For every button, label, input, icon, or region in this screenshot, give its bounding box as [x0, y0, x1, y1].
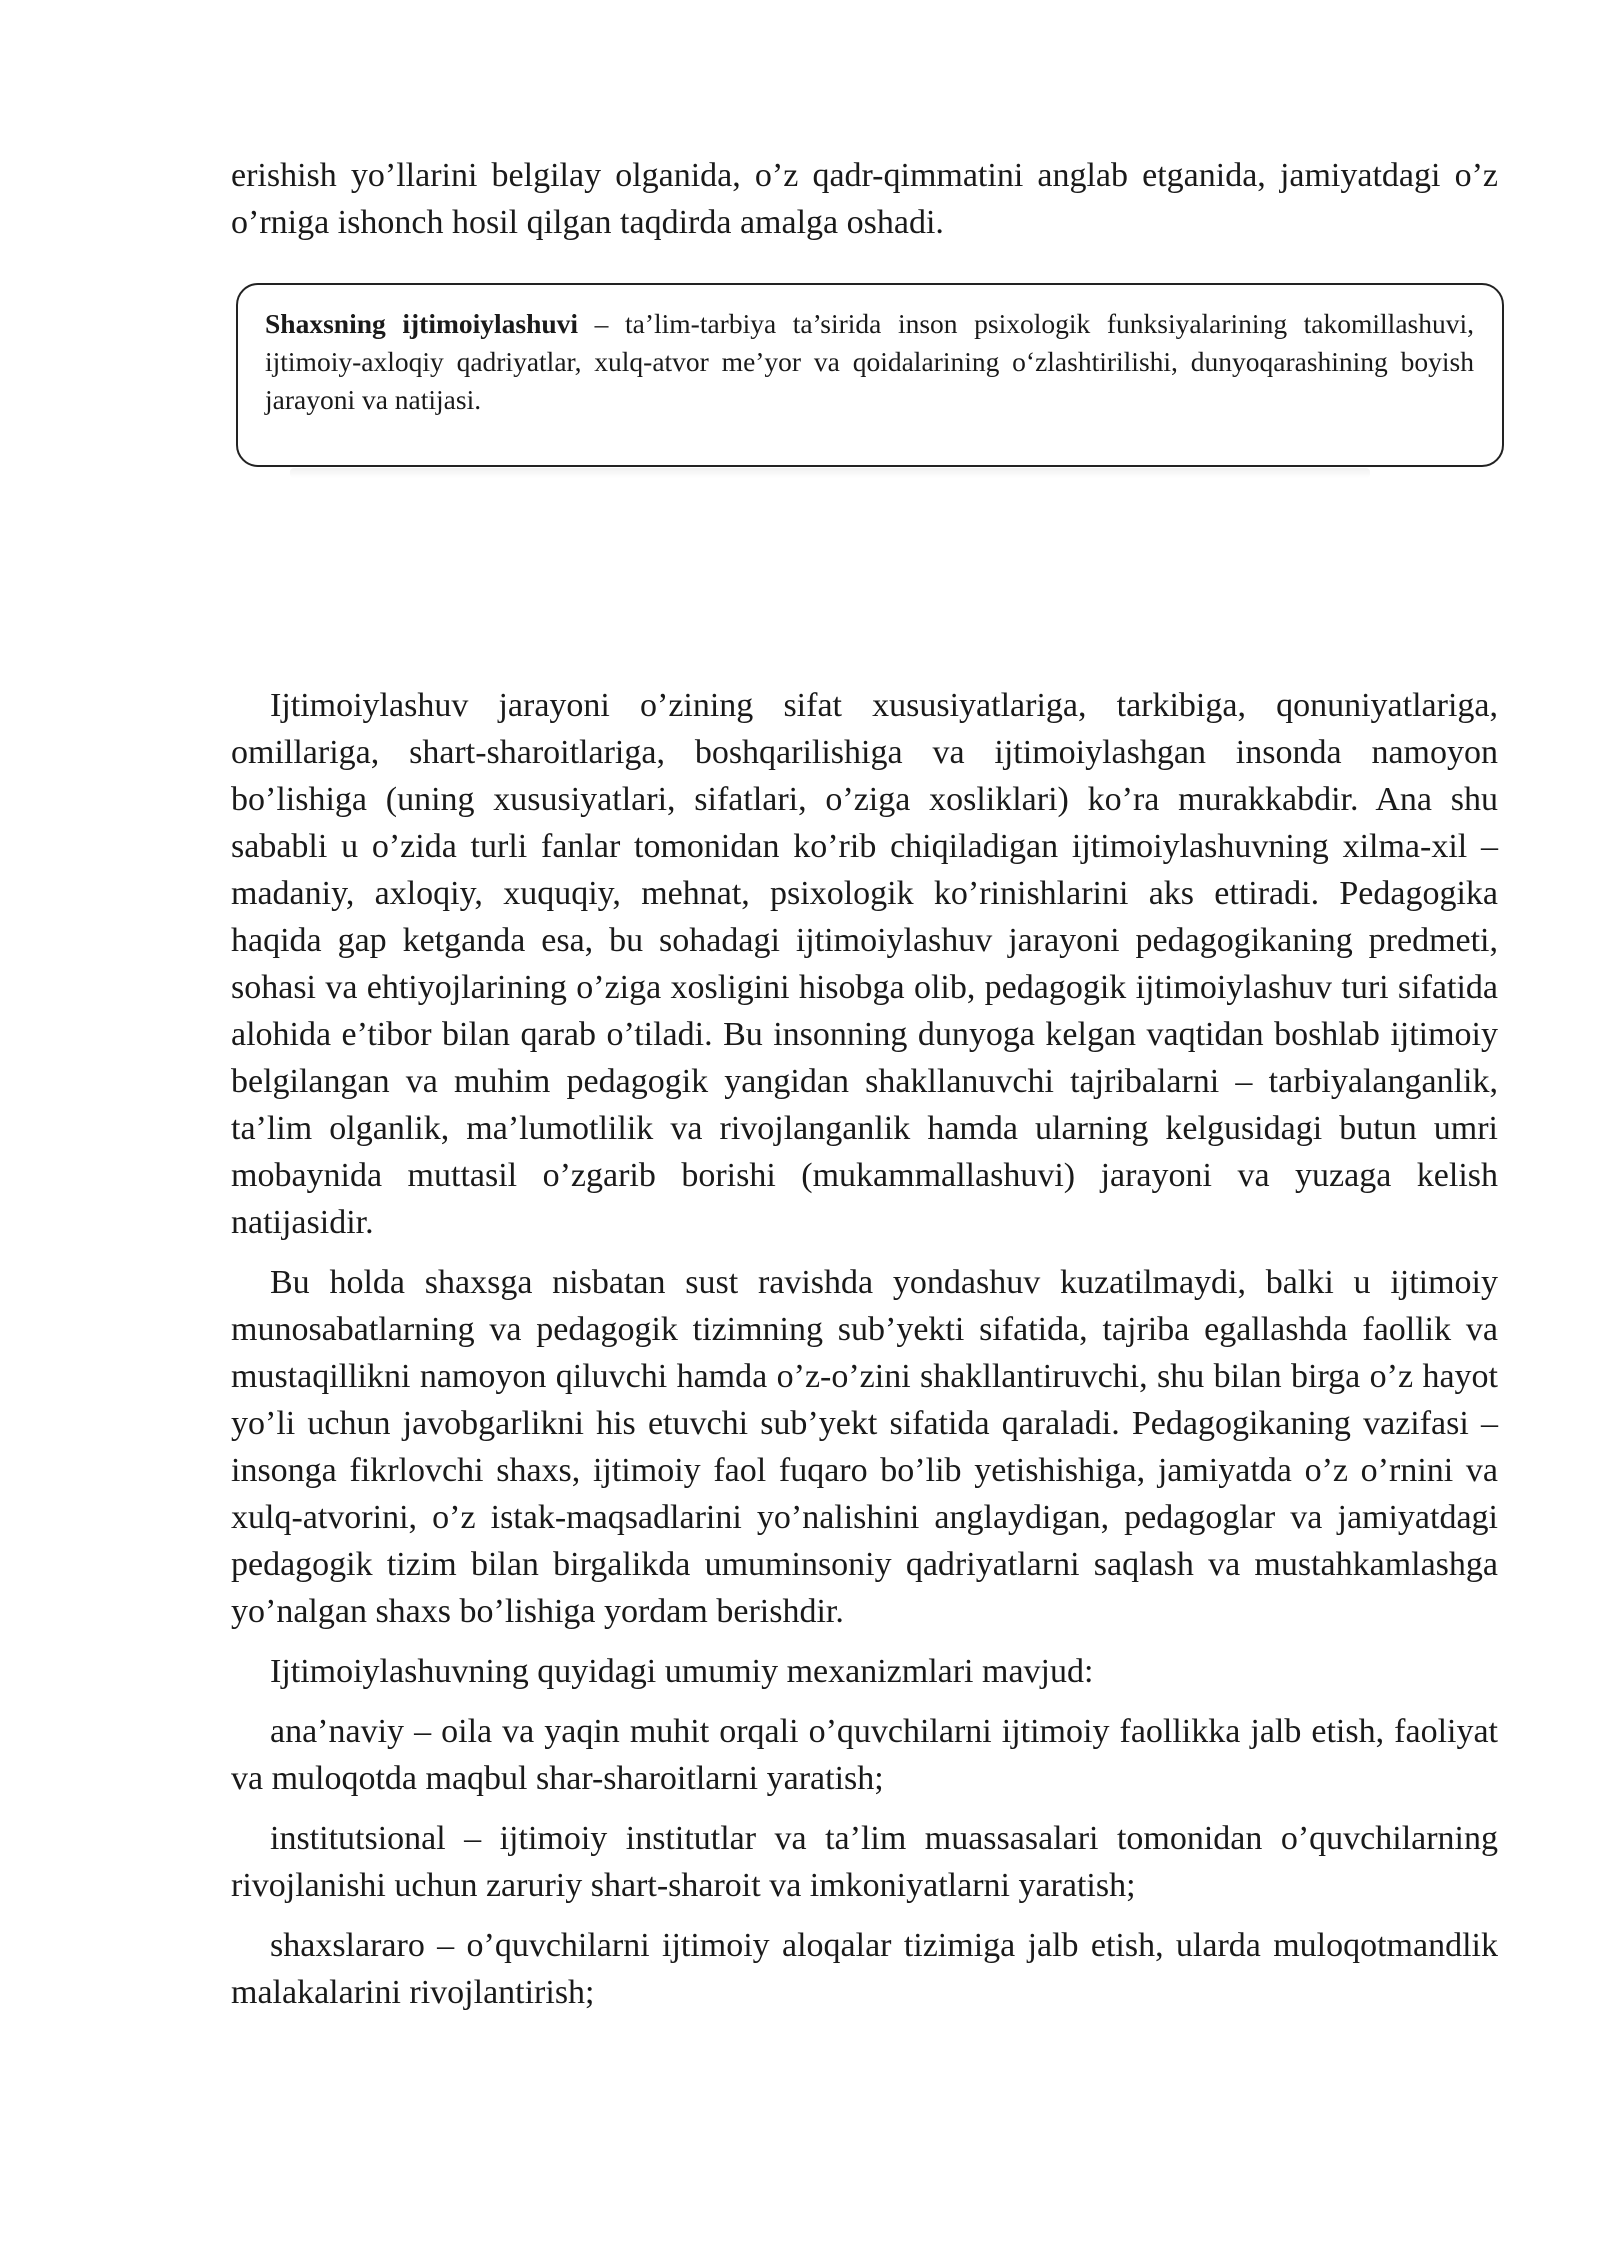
paragraph-mechanism-institutional: institutsional – ijtimoiy institutlar va ta’lim muassasalari tomonidan o’quvchilarning rivojlanishi uchun zaruriy shart-sharoit va imkoniyatlarni yaratish; [231, 1820, 1498, 1904]
definition-text [265, 305, 1474, 419]
paragraph-mechanisms-intro: Ijtimoiylashuvning quyidagi umumiy mexanizmlari mavjud: [270, 1653, 1094, 1690]
paragraph-mechanism-interpersonal: shaxslararo – o’quvchilarni ijtimoiy aloqalar tizimiga jalb etish, ularda muloqotmandlik malakalarini rivojlantirish; [231, 1927, 1498, 2011]
box-shadow [290, 468, 1370, 478]
definition-box [236, 283, 1504, 467]
paragraph-mechanism-traditional: ana’naviy – oila va yaqin muhit orqali o’quvchilarni ijtimoiy faollikka jalb etish, faoliyat va muloqotda maqbul shar-sharoitlarni yaratish; [231, 1713, 1498, 1797]
paragraph-socialization-process: Ijtimoiylashuv jarayoni o’zining sifat xususiyatlariga, tarkibiga, qonuniyatlariga, omillariga, shart-sharoitlariga, boshqarilishiga va ijtimoiylashgan insonda namoyon bo’lishiga (uning xususiyatlari, sifatlari, o’ziga xosliklari) ko’ra murakkabdir. Ana shu sababli u o’zida turli fanlar tomonidan ko’rib chiqiladigan ijtimoiylashuvning xilma-xil – madaniy, axloqiy, xuquqiy, mehnat, psixologik ko’rinishlarini aks ettiradi. Pedagogika haqida gap ketganda esa, bu sohadagi ijtimoiylashuv jarayoni pedagogikaning predmeti, sohasi va ehtiyojlarining o’ziga xosligini hisobga olib, pedagogik ijtimoiylashuv turi sifatida alohida e’tibor bilan qarab o’tiladi. Bu insonning dunyoga kelgan vaqtidan boshlab ijtimoiy belgilangan va muhim pedagogik yangidan shakllanuvchi tajribalarni – tarbiyalanganlik, ta’lim olganlik, ma’lumotlilik va rivojlanganlik hamda ularning kelgusidagi butun umri mobaynida muttasil o’zgarib borishi (mukammallashuvi) jarayoni va yuzaga kelish natijasidir. [231, 687, 1498, 1241]
definition-body: – ta’lim-tarbiya ta’sirida inson psixologik funksiyalarining takomillashuvi, ijtimoiy-axloqiy qadriyatlar, xulq-atvor me’yor va qoidalarining o‘zlashtirilishi, dunyoqarashining boyish jarayoni va natijasi. [265, 308, 1474, 415]
paragraph-pedagogy-task: Bu holda shaxsga nisbatan sust ravishda yondashuv kuzatilmaydi, balki u ijtimoiy munosabatlarning va pedagogik tizimning sub’yekti sifatida, tajriba egallashda faollik va mustaqillikni namoyon qiluvchi hamda o’z-o’zini shakllantiruvchi, shu bilan birga o’z hayot yo’li uchun javobgarlikni his etuvchi sub’yekt sifatida qaraladi. Pedagogikaning vazifasi – insonga fikrlovchi shaxs, ijtimoiy faol fuqaro bo’lib yetishishiga, jamiyatda o’z o’rnini va xulq-atvorini, o’z istak-maqsadlarini yo’nalishini anglaydigan, pedagoglar va jamiyatdagi pedagogik tizim bilan birgalikda umuminsoniy qadriyatlarni saqlash va mustahkamlashga yo’nalgan shaxs bo’lishiga yordam berishdir. [231, 1264, 1498, 1630]
main-text [231, 682, 1498, 2029]
intro-paragraph: erishish yo’llarini belgilay olganida, o’z qadr-qimmatini anglab etganida, jamiyatdagi o’z o’rniga ishonch hosil qilgan taqdirda amalga oshadi. [231, 157, 1498, 241]
definition-term: Shaxsning ijtimoiylashuvi [265, 308, 579, 339]
